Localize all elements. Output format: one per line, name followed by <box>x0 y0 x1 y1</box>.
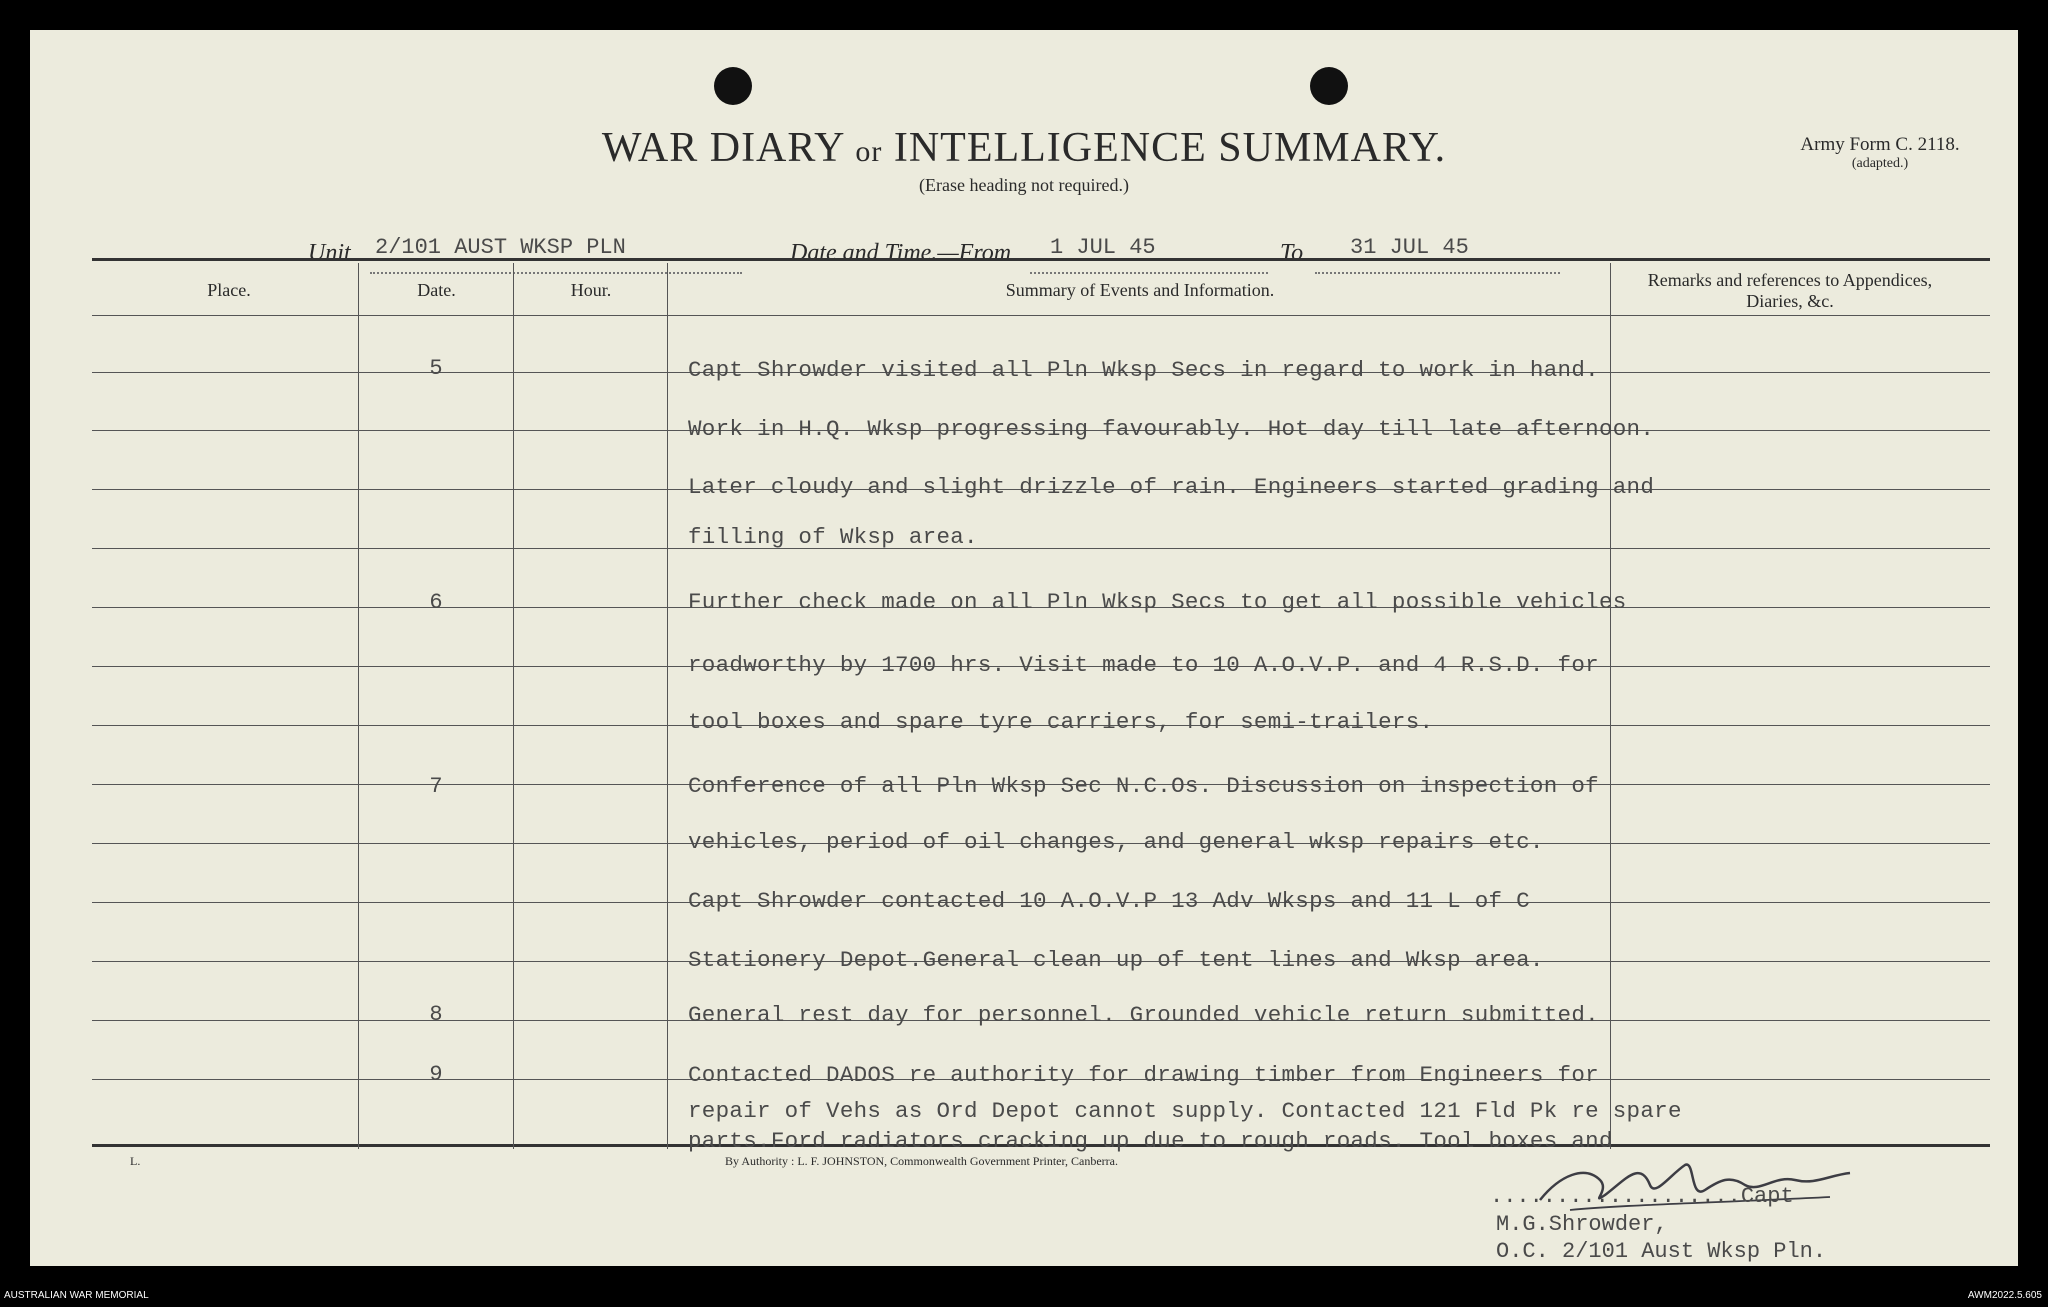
from-dotted-line <box>1030 272 1268 274</box>
date-cell: 7 <box>429 774 443 799</box>
title-intelligence-summary: INTELLIGENCE SUMMARY. <box>893 125 1447 171</box>
unit-label: Unit <box>308 240 351 266</box>
army-form-sub: (adapted.) <box>1851 155 1909 171</box>
column-divider <box>667 263 668 1149</box>
summary-line: Contacted DADOS re authority for drawing timber from Engineers for <box>688 1062 1599 1088</box>
summary-line: repair of Vehs as Ord Depot cannot supply. Contacted 121 Fld Pk re spare <box>688 1098 1682 1124</box>
summary-line: tool boxes and spare tyre carriers, for semi-trailers. <box>688 709 1434 735</box>
printer-authority: By Authority : L. F. JOHNSTON, Commonwealth Government Printer, Canberra. <box>725 1154 1118 1168</box>
summary-line: Further check made on all Pln Wksp Secs to get all possible vehicles <box>688 589 1627 615</box>
ruled-line <box>92 548 1990 549</box>
page-title <box>30 124 2018 172</box>
summary-line: vehicles, period of oil changes, and general wksp repairs etc. <box>688 829 1544 855</box>
summary-line: General rest day for personnel. Grounded vehicle return submitted. <box>688 1002 1599 1028</box>
summary-line: parts.Ford radiators cracking up due to rough roads. Tool boxes and <box>688 1128 1613 1154</box>
army-form-number <box>1760 135 2000 171</box>
summary-line: Work in H.Q. Wksp progressing favourably. Hot day till late afternoon. <box>688 416 1655 442</box>
date-to-label: To <box>1280 240 1304 266</box>
summary-line: Capt Shrowder visited all Pln Wksp Secs in regard to work in hand. <box>688 357 1599 383</box>
punch-hole-right <box>1310 67 1348 105</box>
punch-hole-left <box>714 67 752 105</box>
column-header-summary: Summary of Events and Information. <box>1005 280 1275 300</box>
column-divider <box>513 263 514 1149</box>
date-time-label: Date and Time.—From <box>790 240 1012 266</box>
diary-sheet <box>30 30 2018 1266</box>
unit-value: 2/101 AUST WKSP PLN <box>375 235 626 260</box>
signature-dots: ...................Capt <box>1490 1184 1794 1209</box>
title-war-diary: WAR DIARY <box>601 125 844 171</box>
watermark-right: AWM2022.5.605 <box>1967 1290 2042 1301</box>
summary-line: Conference of all Pln Wksp Sec N.C.Os. Discussion on inspection of <box>688 773 1599 799</box>
title-note: (Erase heading not required.) <box>919 175 1129 195</box>
form-letter: L. <box>130 1154 141 1168</box>
column-header-place: Place. <box>207 280 251 300</box>
date-cell: 8 <box>429 1002 443 1027</box>
signatory-name: M.G.Shrowder, <box>1496 1212 1668 1237</box>
summary-line: Stationery Depot.General clean up of tent lines and Wksp area. <box>688 947 1544 973</box>
date-cell: 9 <box>429 1062 443 1087</box>
column-header-remarks: Remarks and references to Appendices, Diaries, &c. <box>1647 270 1933 311</box>
to-dotted-line <box>1315 272 1560 274</box>
column-divider <box>1610 263 1611 1149</box>
army-form-label: Army Form C. 2118. <box>1800 134 1960 155</box>
date-cell: 5 <box>429 356 443 381</box>
unit-dotted-line <box>370 272 742 274</box>
date-to-value: 31 JUL 45 <box>1350 235 1469 260</box>
summary-line: filling of Wksp area. <box>688 524 978 550</box>
summary-line: Capt Shrowder contacted 10 A.O.V.P 13 Adv Wksps and 11 L of C <box>688 888 1530 914</box>
date-from-value: 1 JUL 45 <box>1050 235 1156 260</box>
watermark-left: AUSTRALIAN WAR MEMORIAL <box>4 1290 149 1301</box>
title-or: or <box>855 135 883 168</box>
signatory-role: O.C. 2/101 Aust Wksp Pln. <box>1496 1239 1827 1264</box>
table-top-rule <box>92 258 1990 261</box>
column-divider <box>358 263 359 1149</box>
ruled-line <box>92 315 1990 316</box>
column-header-hour: Hour. <box>570 280 612 300</box>
date-cell: 6 <box>429 590 443 615</box>
column-header-date: Date. <box>417 280 456 300</box>
summary-line: Later cloudy and slight drizzle of rain. Engineers started grading and <box>688 474 1655 500</box>
summary-line: roadworthy by 1700 hrs. Visit made to 10 A.O.V.P. and 4 R.S.D. for <box>688 652 1599 678</box>
